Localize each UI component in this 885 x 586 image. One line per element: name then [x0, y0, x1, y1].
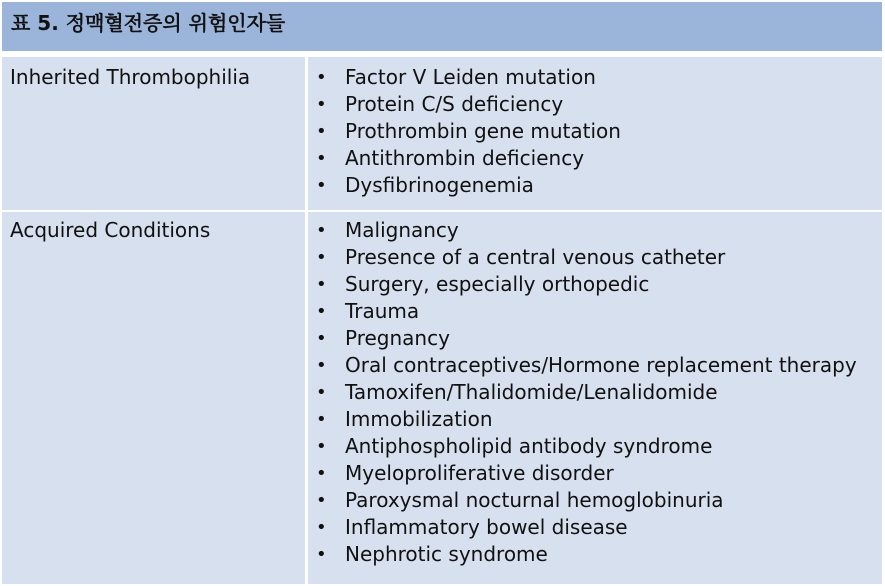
bullet-icon: •	[316, 274, 327, 295]
row-label: Inherited Thrombophilia	[10, 65, 251, 89]
list-item-text: Pregnancy	[345, 326, 450, 350]
list-item-text: Paroxysmal nocturnal hemoglobinuria	[345, 488, 724, 512]
list-item-text: Surgery, especially orthopedic	[345, 272, 650, 296]
row-items-cell	[308, 212, 882, 584]
list-item	[308, 541, 882, 568]
bullet-icon: •	[316, 121, 327, 142]
list-item-text: Inflammatory bowel disease	[345, 515, 628, 539]
list-item	[308, 244, 882, 271]
list-item-text: Nephrotic syndrome	[345, 542, 548, 566]
bullet-icon: •	[316, 544, 327, 565]
list-item	[308, 217, 882, 244]
list-item	[308, 118, 882, 145]
bullet-icon: •	[316, 355, 327, 376]
list-item-text: Oral contraceptives/Hormone replacement therapy	[345, 353, 857, 377]
bullet-icon: •	[316, 175, 327, 196]
list-item-text: Presence of a central venous catheter	[345, 245, 726, 269]
row-label-cell	[2, 212, 305, 584]
table-title: 표 5. 정맥혈전증의 위험인자들	[11, 11, 286, 35]
bullet-icon: •	[316, 382, 327, 403]
list-item	[308, 298, 882, 325]
list-item-text: Tamoxifen/Thalidomide/Lenalidomide	[345, 380, 718, 404]
bullet-list	[308, 64, 882, 199]
bullet-icon: •	[316, 463, 327, 484]
row-label: Acquired Conditions	[10, 218, 211, 242]
bullet-icon: •	[316, 220, 327, 241]
list-item	[308, 352, 882, 379]
risk-factor-table	[2, 2, 882, 584]
bullet-icon: •	[316, 409, 327, 430]
list-item-text: Antiphospholipid antibody syndrome	[345, 434, 713, 458]
list-item-text: Immobilization	[345, 407, 493, 431]
list-item	[308, 91, 882, 118]
list-item	[308, 145, 882, 172]
bullet-icon: •	[316, 67, 327, 88]
list-item	[308, 487, 882, 514]
list-item	[308, 514, 882, 541]
list-item-text: Trauma	[345, 299, 420, 323]
list-item-text: Protein C/S deficiency	[345, 92, 564, 116]
table-row-acquired	[2, 212, 882, 584]
list-item	[308, 460, 882, 487]
list-item-text: Factor V Leiden mutation	[345, 65, 596, 89]
row-label-cell	[2, 57, 305, 210]
bullet-icon: •	[316, 328, 327, 349]
list-item	[308, 379, 882, 406]
list-item-text: Myeloproliferative disorder	[345, 461, 614, 485]
list-item	[308, 172, 882, 199]
list-item	[308, 433, 882, 460]
bullet-icon: •	[316, 490, 327, 511]
bullet-icon: •	[316, 247, 327, 268]
bullet-icon: •	[316, 436, 327, 457]
bullet-icon: •	[316, 148, 327, 169]
list-item-text: Antithrombin deficiency	[345, 146, 585, 170]
bullet-icon: •	[316, 94, 327, 115]
bullet-list	[308, 217, 882, 568]
list-item-text: Prothrombin gene mutation	[345, 119, 621, 143]
table-header	[2, 2, 882, 54]
table-row-inherited	[2, 57, 882, 210]
list-item	[308, 64, 882, 91]
list-item-text: Malignancy	[345, 218, 459, 242]
list-item	[308, 406, 882, 433]
list-item-text: Dysfibrinogenemia	[345, 173, 534, 197]
list-item	[308, 325, 882, 352]
bullet-icon: •	[316, 301, 327, 322]
bullet-icon: •	[316, 517, 327, 538]
row-items-cell	[308, 57, 882, 210]
list-item	[308, 271, 882, 298]
